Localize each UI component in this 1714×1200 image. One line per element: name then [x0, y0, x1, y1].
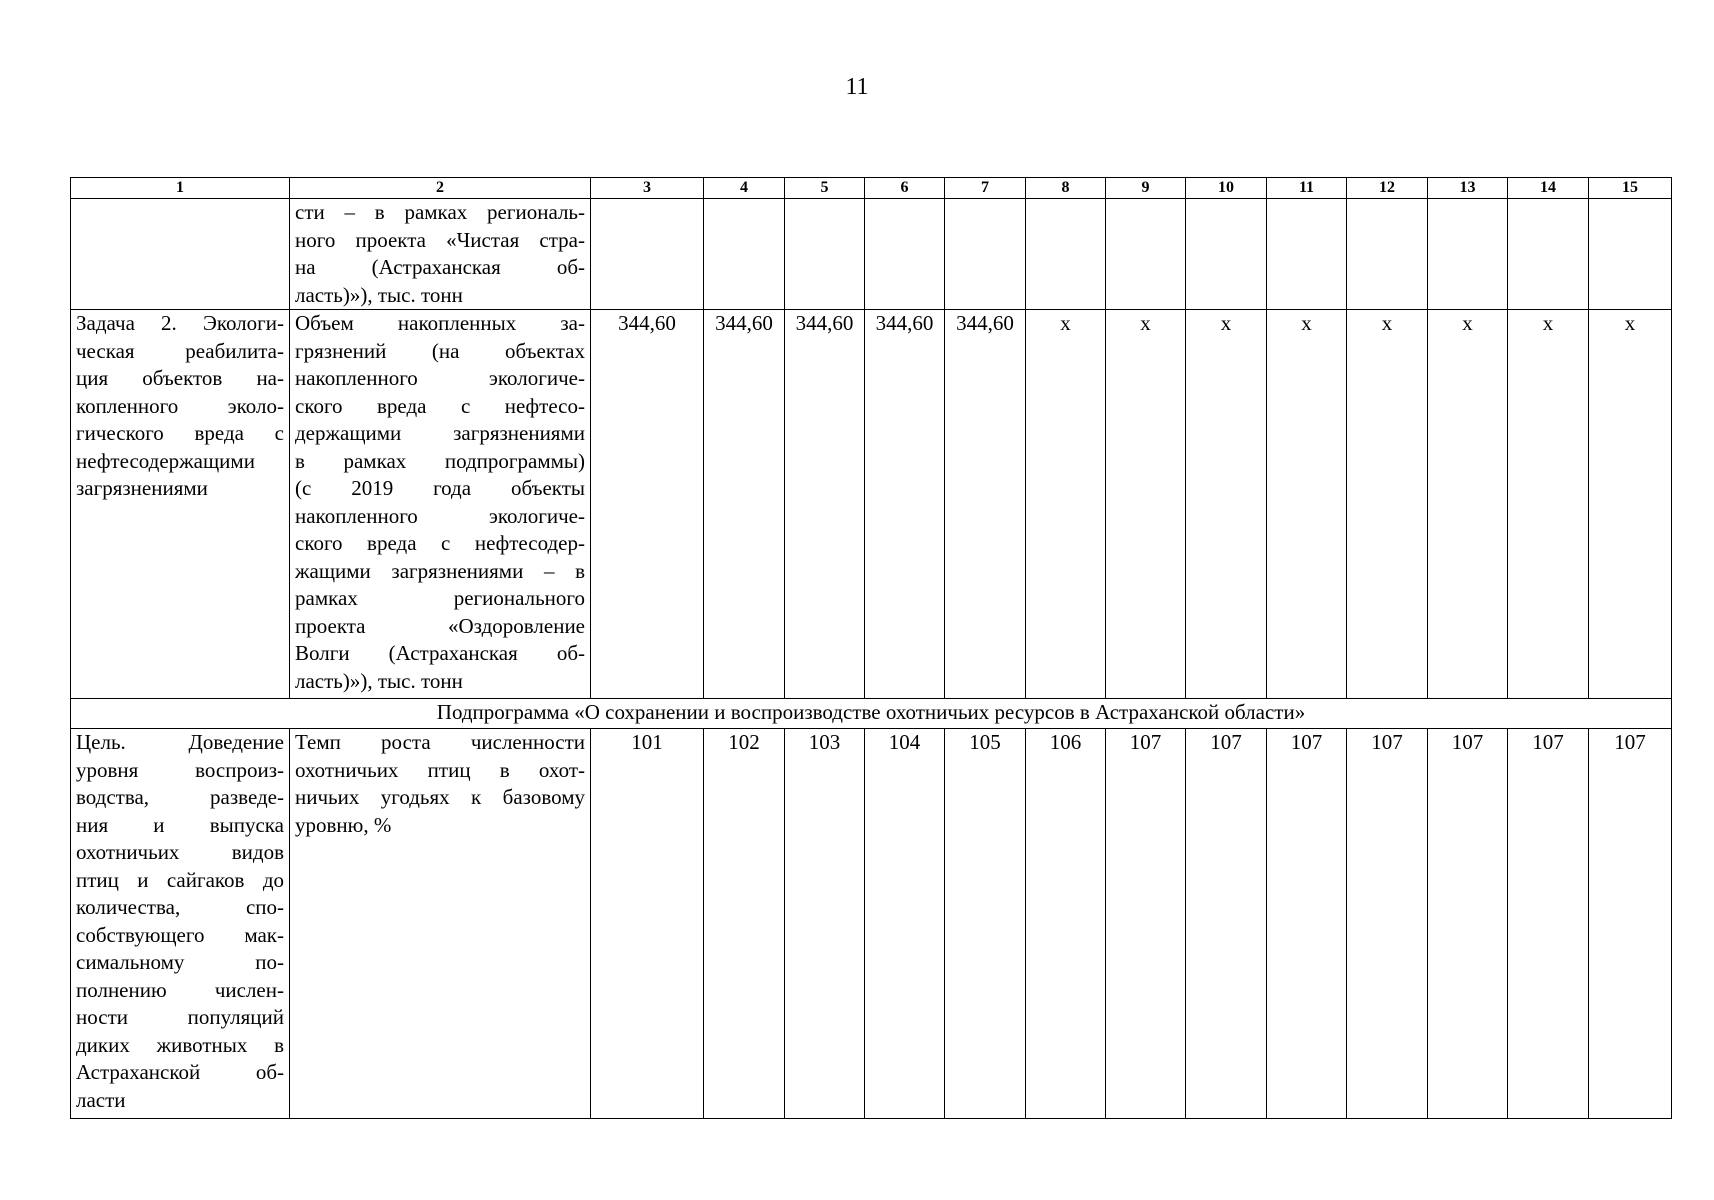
value-cell: 104 [865, 729, 945, 1119]
text-line: держащими загрязнениями [295, 421, 585, 445]
text-line: ческая реабилита- [76, 338, 284, 363]
task-text [76, 310, 284, 503]
value-cell: 107 [1428, 729, 1508, 1119]
text-line: собствующего мак- [76, 922, 284, 947]
column-number: 15 [1589, 178, 1672, 199]
value-cell: 344,60 [591, 310, 704, 699]
value-cell: x [1106, 310, 1186, 699]
text-line: рамках регионального [295, 586, 585, 610]
column-number: 2 [290, 178, 591, 199]
value-cell: 344,60 [945, 310, 1026, 699]
value-cell: 107 [1106, 729, 1186, 1119]
value-cell: 105 [945, 729, 1026, 1119]
column-number: 9 [1106, 178, 1186, 199]
indicator-table [70, 177, 1672, 1119]
text-line: на (Астраханская об- [295, 255, 585, 279]
text-line: в рамках подпрограммы) [295, 448, 585, 473]
text-line: проекта «Оздоровление [295, 613, 585, 638]
value-cell: x [1267, 310, 1347, 699]
column-number: 10 [1186, 178, 1267, 199]
page-number: 11 [845, 74, 869, 100]
text-line: уровня воспроиз- [76, 757, 284, 782]
value-cell: x [1186, 310, 1267, 699]
text-line: накопленного экологиче- [295, 366, 585, 390]
text-line: (с 2019 года объекты [295, 476, 585, 500]
value-cell: 344,60 [865, 310, 945, 699]
value-cell: 107 [1589, 729, 1672, 1119]
text-line: ласть)»), тыс. тонн [295, 668, 463, 693]
text-line: диких животных в [76, 1032, 284, 1057]
text-line: охотничьих видов [76, 840, 284, 864]
value-cell: 344,60 [785, 310, 865, 699]
text-line: охотничьих птиц в охот- [295, 757, 585, 782]
column-number: 4 [704, 178, 785, 199]
indicator-text [295, 310, 585, 695]
text-line: нефтесодержащими [76, 448, 255, 473]
column-number: 14 [1508, 178, 1589, 199]
text-line: ского вреда с нефтесодер- [295, 531, 585, 555]
value-cell: 102 [704, 729, 785, 1119]
column-number: 1 [71, 178, 290, 199]
text-line: гического вреда с [76, 421, 284, 445]
text-line: грязнений (на объектах [295, 338, 585, 363]
value-cell: 107 [1267, 729, 1347, 1119]
text-line: Темп роста численности [295, 730, 585, 754]
subprogram-row [71, 699, 1672, 729]
column-number: 13 [1428, 178, 1508, 199]
text-line: полнению числен- [76, 977, 284, 1002]
indicator-description [290, 199, 591, 310]
text-line: ция объектов на- [76, 366, 284, 390]
text-line: ного проекта «Чистая стра- [295, 227, 585, 252]
column-number: 5 [785, 178, 865, 199]
text-line: водства, разведе- [76, 785, 284, 809]
value-cell: 101 [591, 729, 704, 1119]
value-cell: x [1589, 310, 1672, 699]
task-description [71, 310, 290, 699]
text-line: птиц и сайгаков до [76, 867, 284, 892]
column-number-row [71, 178, 1672, 199]
text-line: копленного эколо- [76, 393, 284, 418]
text-line: Цель. Доведение [76, 730, 284, 754]
text-line: ского вреда с нефтесо- [295, 393, 585, 418]
text-line: ласть)»), тыс. тонн [295, 282, 463, 307]
goal-row [71, 729, 1672, 1119]
text-line: Задача 2. Экологи- [76, 311, 284, 335]
column-number: 6 [865, 178, 945, 199]
value-cell: 106 [1026, 729, 1106, 1119]
value-cell: 103 [785, 729, 865, 1119]
text-line: жащими загрязнениями – в [295, 558, 585, 583]
value-cell: x [1428, 310, 1508, 699]
value-cell: 344,60 [704, 310, 785, 699]
value-cell: x [1026, 310, 1106, 699]
subprogram-title: Подпрограмма «О сохранении и воспроизводстве охотничьих ресурсов в Астраханской области» [71, 699, 1672, 729]
continuation-row [71, 199, 1672, 310]
text-line: ности популяций [76, 1005, 284, 1029]
column-number: 11 [1267, 178, 1347, 199]
text-line: уровню, % [295, 812, 392, 837]
column-number: 7 [945, 178, 1026, 199]
value-cell: 107 [1508, 729, 1589, 1119]
text-line: количества, спо- [76, 895, 284, 919]
text-line: Астраханской об- [76, 1060, 284, 1084]
text-line: ласти [76, 1087, 126, 1112]
task-2-row [71, 310, 1672, 699]
empty-cell [71, 199, 290, 310]
indicator-description [290, 729, 591, 1119]
indicator-text [295, 729, 585, 839]
text-line: Волги (Астраханская об- [295, 641, 585, 665]
text-line: Объем накопленных за- [295, 311, 585, 335]
value-cell: 107 [1186, 729, 1267, 1119]
text-line: симальному по- [76, 950, 284, 974]
value-cell: x [1508, 310, 1589, 699]
text-line: загрязнениями [76, 476, 208, 500]
text-line: накопленного экологиче- [295, 503, 585, 528]
value-cell: x [1347, 310, 1428, 699]
text-line: ния и выпуска [76, 812, 284, 837]
indicator-description [290, 310, 591, 699]
column-number: 12 [1347, 178, 1428, 199]
value-cell: 107 [1347, 729, 1428, 1119]
goal-text [76, 729, 284, 1114]
column-number: 8 [1026, 178, 1106, 199]
column-number: 3 [591, 178, 704, 199]
text-line: ничьих угодьях к базовому [295, 785, 585, 809]
indicator-text [295, 199, 585, 309]
text-line: сти – в рамках региональ- [295, 200, 585, 224]
goal-description [71, 729, 290, 1119]
